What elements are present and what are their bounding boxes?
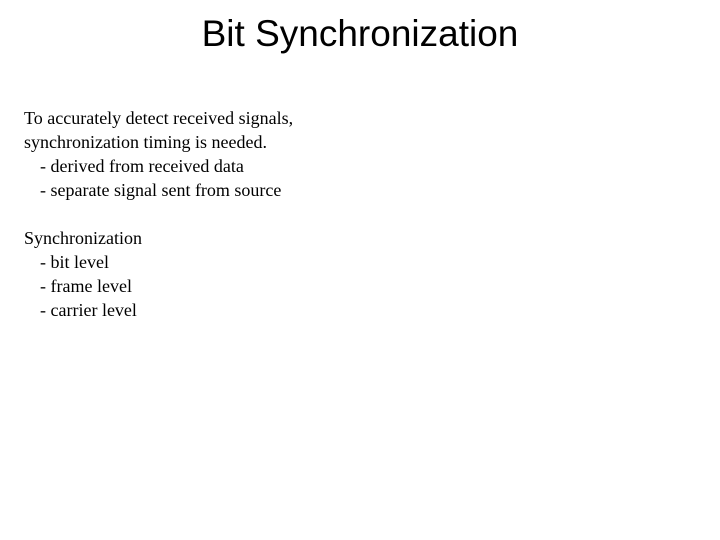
sub-bullet: - carrier level xyxy=(40,300,137,320)
slide-body xyxy=(24,106,684,322)
sub-bullet: - frame level xyxy=(40,276,132,296)
slide-title: Bit Synchronization xyxy=(201,13,519,54)
paragraph-spacer xyxy=(24,202,684,226)
sub-bullet: - bit level xyxy=(40,252,109,272)
paragraph-line: To accurately detect received signals, xyxy=(24,108,294,128)
sub-bullet: - separate signal sent from source xyxy=(40,180,282,200)
section-heading: Synchronization xyxy=(24,228,142,248)
paragraph-line: synchronization timing is needed. xyxy=(24,132,267,152)
sub-bullet: - derived from received data xyxy=(40,156,244,176)
